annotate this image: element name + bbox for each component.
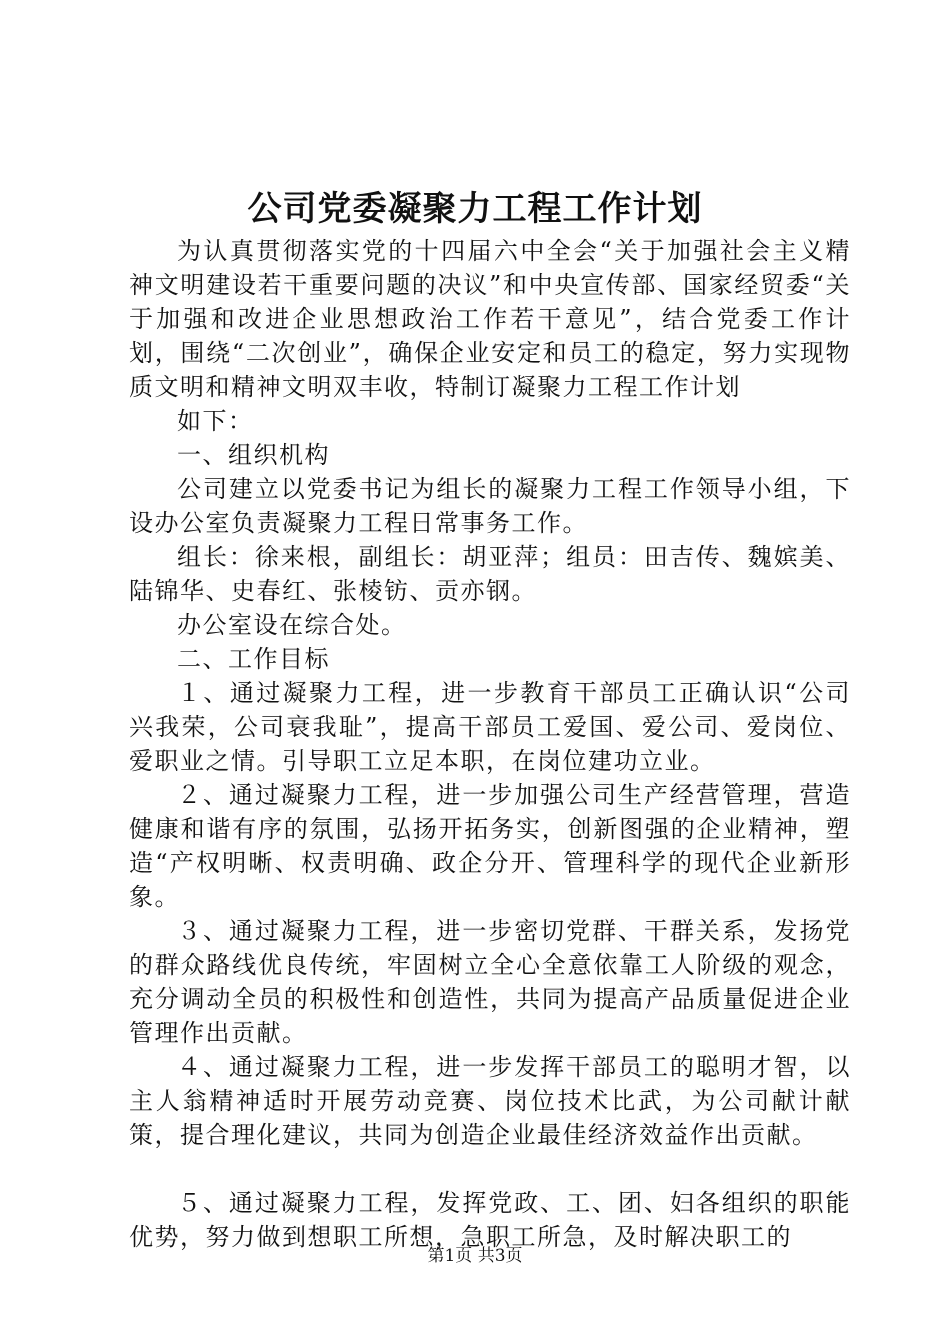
document-body [129,234,851,1254]
goal-item-4: ４、通过凝聚力工程，进一步发挥干部员工的聪明才智，以主人翁精神适时开展劳动竞赛、岗位技术比武，为公司献计献策，提合理化建议，共同为创造企业最佳经济效益作出贡献。 [129,1053,851,1149]
goal-item-3: ３、通过凝聚力工程，进一步密切党群、干群关系，发扬党的群众路线优良传统，牢固树立全心全意依靠工人阶级的观念，充分调动全员的积极性和创造性，共同为提高产品质量促进企业管理作出贡献。 [129,917,851,1047]
paragraph-as-follows: 如下： [177,407,254,435]
section-heading-goals: 二、工作目标 [177,645,330,673]
paragraph-intro: 为认真贯彻落实党的十四届六中全会“关于加强社会主义精神文明建设若干重要问题的决议”和中央宣传部、国家经贸委“关于加强和改进企业思想政治工作若干意见”，结合党委工作计划，围绕“二次创业”，确保企业安定和员工的稳定，努力实现物质文明和精神文明双丰收，特制订凝聚力工程工作计划 [129,237,851,401]
document-title: 公司党委凝聚力工程工作计划 [247,189,703,229]
paragraph-office: 办公室设在综合处。 [177,611,407,639]
section-heading-organization: 一、组织机构 [177,441,330,469]
paragraph-members: 组长：徐来根，副组长：胡亚萍；组员：田吉传、魏嫔美、陆锦华、史春红、张棱钫、贡亦钢。 [129,543,851,605]
goal-item-1: １、通过凝聚力工程，进一步教育干部员工正确认识“公司兴我荣，公司衰我耻”，提高干部员工爱国、爱公司、爱岗位、爱职业之情。引导职工立足本职，在岗位建功立业。 [129,679,851,775]
page-footer: 第1页 共3页 [427,1246,523,1266]
goal-item-2: ２、通过凝聚力工程，进一步加强公司生产经营管理，营造健康和谐有序的氛围，弘扬开拓务实，创新图强的企业精神，塑造“产权明晰、权责明确、政企分开、管理科学的现代企业新形象。 [129,781,851,911]
goal-item-5: ５、通过凝聚力工程，发挥党政、工、团、妇各组织的职能优势，努力做到想职工所想，急职工所急，及时解决职工的 [129,1189,851,1251]
paragraph-organization: 公司建立以党委书记为组长的凝聚力工程工作领导小组，下设办公室负责凝聚力工程日常事务工作。 [129,475,851,537]
